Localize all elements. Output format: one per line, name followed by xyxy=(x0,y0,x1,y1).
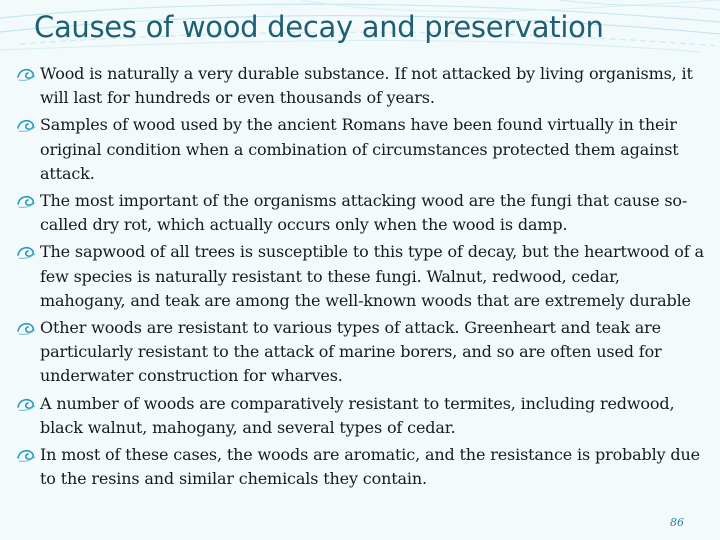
swirl-bullet-icon xyxy=(16,65,38,83)
bullet-item xyxy=(16,392,706,440)
swirl-bullet-icon xyxy=(16,192,38,210)
bullet-text: Wood is naturally a very durable substance. If not attacked by living organisms, it will last for hundreds or even thousands of years. xyxy=(40,64,693,108)
bullet-item xyxy=(16,189,706,237)
bullet-text: A number of woods are comparatively resistant to termites, including redwood, black walnut, mahogany, and several types of cedar. xyxy=(40,393,675,437)
page-number: 86 xyxy=(670,516,684,529)
bullet-item xyxy=(16,113,706,186)
swirl-bullet-icon xyxy=(16,116,38,134)
bullet-text: Samples of wood used by the ancient Romans have been found virtually in their original condition when a combination of circumstances protected them against attack. xyxy=(40,115,679,183)
bullet-text: The sapwood of all trees is susceptible to this type of decay, but the heartwood of a few species is naturally resistant to these fungi. Walnut, redwood, cedar, mahogany, and teak are among the well-known woods that are extremely durable xyxy=(40,242,704,310)
swirl-bullet-icon xyxy=(16,319,38,337)
bullet-item xyxy=(16,62,706,110)
swirl-bullet-icon xyxy=(16,395,38,413)
bullet-item xyxy=(16,316,706,389)
bullet-text: In most of these cases, the woods are aromatic, and the resistance is probably due to the resins and similar chemicals they contain. xyxy=(40,445,700,489)
bullet-text: The most important of the organisms attacking wood are the fungi that cause so-called dry rot, which actually occurs only when the wood is damp. xyxy=(40,191,688,235)
swirl-bullet-icon xyxy=(16,446,38,464)
bullet-list xyxy=(16,62,706,494)
bullet-text: Other woods are resistant to various types of attack. Greenheart and teak are particularly resistant to the attack of marine borers, and so are often used for underwater construction for wharves. xyxy=(40,318,662,386)
bullet-item xyxy=(16,240,706,313)
swirl-bullet-icon xyxy=(16,243,38,261)
bullet-item xyxy=(16,443,706,491)
slide-title: Causes of wood decay and preservation xyxy=(34,10,604,44)
